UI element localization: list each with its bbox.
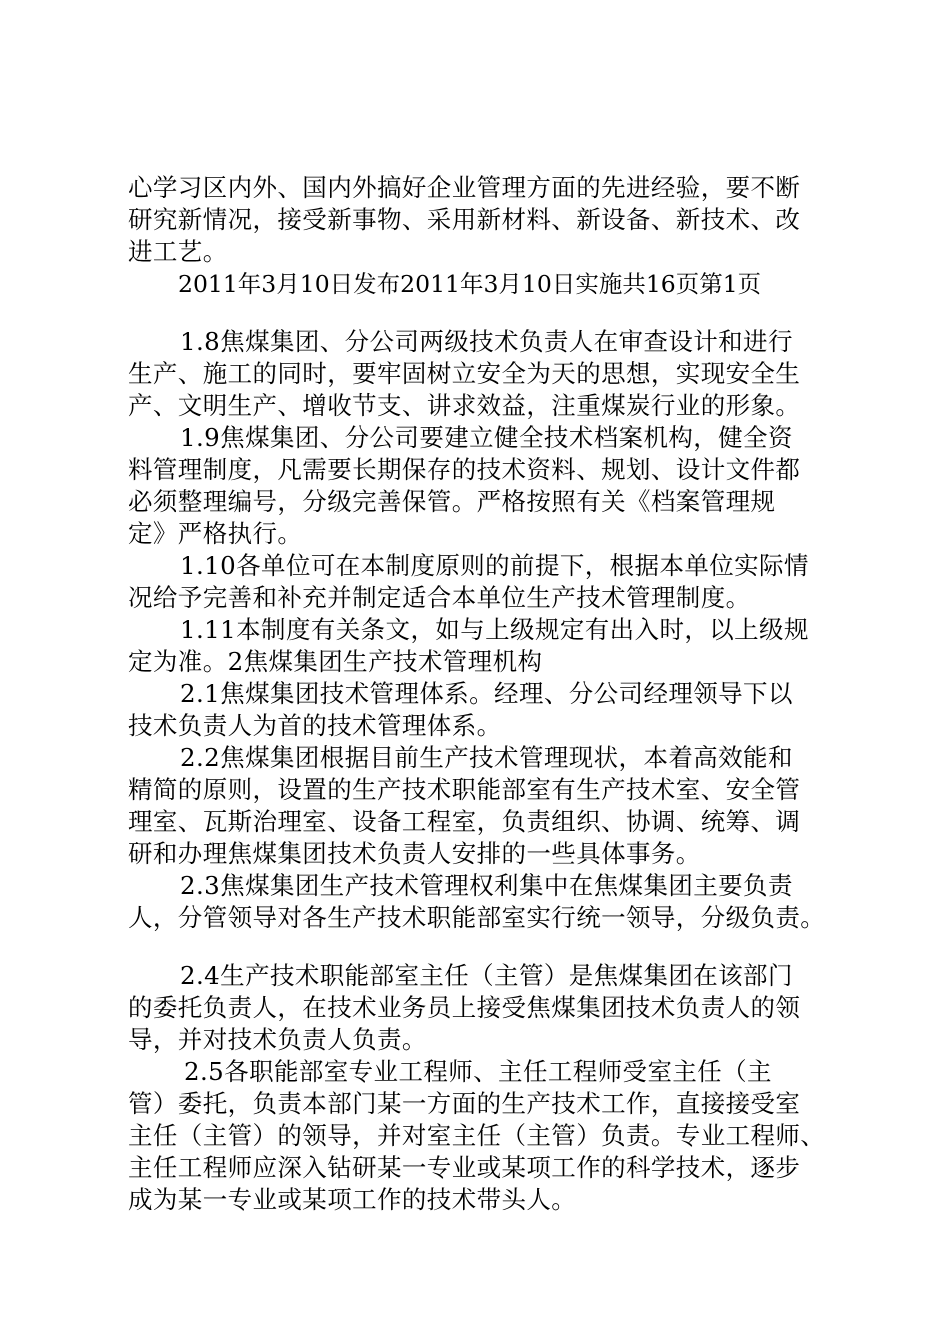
text-line-15: 定为准。2焦煤集团生产技术管理机构 xyxy=(128,647,543,676)
text-line-23: 人，分管领导对各生产技术职能部室实行统一领导，分级负责。 xyxy=(128,903,826,932)
text-line-21: 研和办理焦煤集团技术负责人安排的一些具体事务。 xyxy=(128,839,701,868)
text-line-8: 1.9焦煤集团、分公司要建立健全技术档案机构，健全资 xyxy=(180,423,793,452)
text-line-24: 2.4生产技术职能部室主任（主管）是焦煤集团在该部门 xyxy=(180,961,793,990)
text-line-18: 2.2焦煤集团根据目前生产技术管理现状，本着高效能和 xyxy=(180,743,793,772)
text-line-14: 1.11本制度有关条文，如与上级规定有出入时，以上级规 xyxy=(180,615,809,644)
page-footer-info: 2011年3月10日发布2011年3月10日实施共16页第1页 xyxy=(178,270,762,298)
text-line-25: 的委托负责人，在技术业务员上接受焦煤集团技术负责人的领 xyxy=(128,993,801,1022)
text-line-22: 2.3焦煤集团生产技术管理权利集中在焦煤集团主要负责 xyxy=(180,871,793,900)
text-line-6: 生产、施工的同时，要牢固树立安全为天的思想，实现安全生 xyxy=(128,359,801,388)
text-line-7: 产、文明生产、增收节支、讲求效益，注重煤炭行业的形象。 xyxy=(128,391,801,420)
text-line-28: 管）委托，负责本部门某一方面的生产技术工作，直接接受室 xyxy=(128,1089,801,1118)
text-line-20: 理室、瓦斯治理室、设备工程室，负责组织、协调、统筹、调 xyxy=(128,807,801,836)
text-line-3: 进工艺。 xyxy=(128,237,228,266)
text-line-10: 必须整理编号，分级完善保管。严格按照有关《档案管理规 xyxy=(128,487,776,516)
text-line-16: 2.1焦煤集团技术管理体系。经理、分公司经理领导下以 xyxy=(180,679,793,708)
text-line-26: 导，并对技术负责人负责。 xyxy=(128,1025,427,1054)
text-line-17: 技术负责人为首的技术管理体系。 xyxy=(128,711,502,740)
text-line-27: 2.5各职能部室专业工程师、主任工程师受室主任（主 xyxy=(184,1057,772,1086)
text-line-31: 成为某一专业或某项工作的技术带头人。 xyxy=(128,1185,577,1214)
text-line-11: 定》严格执行。 xyxy=(128,519,303,548)
text-line-2: 研究新情况，接受新事物、采用新材料、新设备、新技术、改 xyxy=(128,205,801,234)
text-line-29: 主任（主管）的领导，并对室主任（主管）负责。专业工程师、 xyxy=(128,1121,826,1150)
text-line-19: 精简的原则，设置的生产技术职能部室有生产技术室、安全管 xyxy=(128,775,801,804)
text-line-5: 1.8焦煤集团、分公司两级技术负责人在审查设计和进行 xyxy=(180,327,793,356)
text-line-13: 况给予完善和补充并制定适合本单位生产技术管理制度。 xyxy=(128,583,751,612)
text-line-12: 1.10各单位可在本制度原则的前提下，根据本单位实际情 xyxy=(180,551,809,580)
text-line-9: 料管理制度，凡需要长期保存的技术资料、规划、设计文件都 xyxy=(128,455,801,484)
text-line-30: 主任工程师应深入钻研某一专业或某项工作的科学技术，逐步 xyxy=(128,1153,801,1182)
text-line-1: 心学习区内外、国内外搞好企业管理方面的先进经验，要不断 xyxy=(128,173,801,202)
